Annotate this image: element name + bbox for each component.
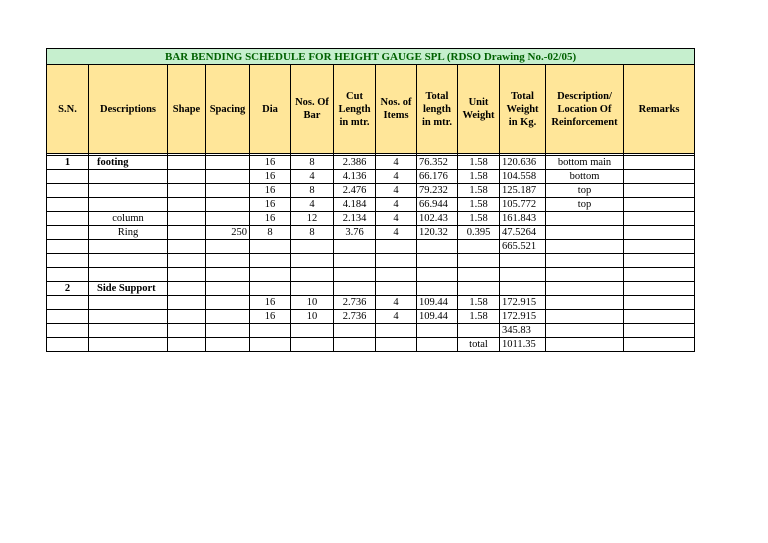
cell-sn[interactable] [47, 296, 89, 310]
cell-total-weight[interactable]: 104.558 [500, 170, 546, 184]
cell-total-length[interactable]: 109.44 [417, 310, 458, 324]
cell-remarks[interactable] [624, 324, 695, 338]
cell-nos-of-items[interactable]: 4 [376, 170, 417, 184]
cell-nos-of-bar[interactable]: 8 [291, 226, 334, 240]
cell-dia[interactable]: 16 [250, 310, 291, 324]
cell-nos-of-bar[interactable]: 8 [291, 184, 334, 198]
cell-total-length[interactable] [417, 282, 458, 296]
cell-remarks[interactable] [624, 310, 695, 324]
cell-spacing[interactable] [206, 338, 250, 352]
cell-unit-weight[interactable] [458, 282, 500, 296]
cell-total-weight[interactable] [500, 282, 546, 296]
cell-nos-of-bar[interactable]: 10 [291, 296, 334, 310]
cell-cut-length[interactable] [334, 282, 376, 296]
table-row [47, 282, 695, 296]
cell-dia[interactable]: 8 [250, 226, 291, 240]
header-row [47, 65, 695, 154]
cell-total-weight[interactable]: 345.83 [500, 324, 546, 338]
cell-dia[interactable] [250, 240, 291, 254]
table-row [47, 226, 695, 240]
header-cut-length[interactable]: Cut Length in mtr. [334, 65, 376, 154]
cell-sn[interactable] [47, 324, 89, 338]
header-nos-of-bar[interactable]: Nos. Of Bar [291, 65, 334, 154]
cell-unit-weight[interactable]: 1.58 [458, 156, 500, 170]
cell-dia[interactable]: 16 [250, 184, 291, 198]
cell-dia[interactable]: 16 [250, 212, 291, 226]
cell-total-length[interactable]: 120.32 [417, 226, 458, 240]
cell-sn[interactable] [47, 226, 89, 240]
cell-cut-length[interactable]: 2.736 [334, 310, 376, 324]
table-row [47, 338, 695, 352]
cell-cut-length[interactable]: 4.136 [334, 170, 376, 184]
cell-cut-length[interactable] [334, 324, 376, 338]
cell-shape[interactable] [168, 254, 206, 268]
table-row [47, 310, 695, 324]
cell-location[interactable] [546, 296, 624, 310]
cell-unit-weight[interactable] [458, 240, 500, 254]
cell-description[interactable] [89, 296, 168, 310]
cell-total-weight[interactable]: 172.915 [500, 296, 546, 310]
cell-description[interactable] [89, 184, 168, 198]
cell-location[interactable] [546, 212, 624, 226]
cell-sn[interactable]: 2 [47, 282, 89, 296]
cell-location[interactable] [546, 282, 624, 296]
table-row [47, 212, 695, 226]
cell-dia[interactable] [250, 268, 291, 282]
cell-nos-of-items[interactable] [376, 338, 417, 352]
cell-dia[interactable] [250, 282, 291, 296]
table-row [47, 324, 695, 338]
cell-dia[interactable] [250, 324, 291, 338]
cell-unit-weight[interactable]: 0.395 [458, 226, 500, 240]
cell-location[interactable] [546, 268, 624, 282]
cell-spacing[interactable] [206, 212, 250, 226]
cell-total-length[interactable] [417, 240, 458, 254]
header-remarks[interactable]: Remarks [624, 65, 695, 154]
cell-remarks[interactable] [624, 226, 695, 240]
cell-sn[interactable] [47, 240, 89, 254]
cell-cut-length[interactable] [334, 254, 376, 268]
cell-unit-weight[interactable]: 1.58 [458, 296, 500, 310]
cell-total-length[interactable]: 66.944 [417, 198, 458, 212]
cell-nos-of-bar[interactable] [291, 282, 334, 296]
table-row [47, 184, 695, 198]
cell-shape[interactable] [168, 198, 206, 212]
header-shape[interactable]: Shape [168, 65, 206, 154]
cell-nos-of-items[interactable] [376, 282, 417, 296]
cell-cut-length[interactable]: 3.76 [334, 226, 376, 240]
cell-cut-length[interactable] [334, 268, 376, 282]
cell-location[interactable]: bottom [546, 170, 624, 184]
cell-remarks[interactable] [624, 268, 695, 282]
cell-nos-of-bar[interactable]: 4 [291, 198, 334, 212]
cell-nos-of-bar[interactable]: 8 [291, 156, 334, 170]
cell-location[interactable]: top [546, 184, 624, 198]
cell-remarks[interactable] [624, 296, 695, 310]
cell-nos-of-items[interactable] [376, 324, 417, 338]
cell-nos-of-items[interactable] [376, 268, 417, 282]
cell-shape[interactable] [168, 296, 206, 310]
cell-total-length[interactable]: 76.352 [417, 156, 458, 170]
header-spacing[interactable]: Spacing [206, 65, 250, 154]
header-nos-of-items[interactable]: Nos. of Items [376, 65, 417, 154]
cell-description[interactable]: Side Support [89, 282, 168, 296]
table-row [47, 268, 695, 282]
header-unit-weight[interactable]: Unit Weight [458, 65, 500, 154]
cell-shape[interactable] [168, 170, 206, 184]
cell-shape[interactable] [168, 282, 206, 296]
cell-nos-of-bar[interactable]: 12 [291, 212, 334, 226]
cell-remarks[interactable] [624, 156, 695, 170]
cell-unit-weight[interactable]: 1.58 [458, 310, 500, 324]
cell-description[interactable] [89, 268, 168, 282]
cell-unit-weight[interactable]: 1.58 [458, 212, 500, 226]
cell-description[interactable] [89, 254, 168, 268]
cell-total-length[interactable]: 66.176 [417, 170, 458, 184]
cell-total-weight[interactable]: 125.187 [500, 184, 546, 198]
header-dia[interactable]: Dia [250, 65, 291, 154]
cell-shape[interactable] [168, 338, 206, 352]
cell-shape[interactable] [168, 184, 206, 198]
cell-spacing[interactable] [206, 198, 250, 212]
cell-nos-of-bar[interactable]: 10 [291, 310, 334, 324]
cell-nos-of-bar[interactable] [291, 324, 334, 338]
cell-total-length[interactable]: 102.43 [417, 212, 458, 226]
cell-remarks[interactable] [624, 170, 695, 184]
cell-sn[interactable] [47, 198, 89, 212]
cell-sn[interactable]: 1 [47, 156, 89, 170]
cell-total-weight[interactable] [500, 268, 546, 282]
cell-nos-of-items[interactable]: 4 [376, 198, 417, 212]
cell-spacing[interactable] [206, 156, 250, 170]
cell-spacing[interactable] [206, 170, 250, 184]
cell-sn[interactable] [47, 310, 89, 324]
cell-sn[interactable] [47, 254, 89, 268]
cell-cut-length[interactable] [334, 338, 376, 352]
cell-sn[interactable] [47, 338, 89, 352]
cell-location[interactable] [546, 226, 624, 240]
cell-cut-length[interactable]: 2.134 [334, 212, 376, 226]
cell-total-length[interactable] [417, 254, 458, 268]
cell-spacing[interactable] [206, 282, 250, 296]
cell-total-length[interactable]: 109.44 [417, 296, 458, 310]
cell-remarks[interactable] [624, 184, 695, 198]
cell-unit-weight[interactable]: 1.58 [458, 170, 500, 184]
cell-total-weight[interactable]: 161.843 [500, 212, 546, 226]
cell-dia[interactable]: 16 [250, 170, 291, 184]
cell-cut-length[interactable] [334, 240, 376, 254]
cell-total-weight[interactable]: 47.5264 [500, 226, 546, 240]
header-total-length[interactable]: Total length in mtr. [417, 65, 458, 154]
cell-sn[interactable] [47, 212, 89, 226]
cell-shape[interactable] [168, 226, 206, 240]
cell-spacing[interactable] [206, 268, 250, 282]
schedule-title[interactable]: BAR BENDING SCHEDULE FOR HEIGHT GAUGE SPL (RDSO Drawing No.-02/05) [47, 49, 695, 65]
cell-cut-length[interactable]: 4.184 [334, 198, 376, 212]
cell-nos-of-items[interactable]: 4 [376, 310, 417, 324]
cell-nos-of-items[interactable] [376, 240, 417, 254]
cell-cut-length[interactable]: 2.476 [334, 184, 376, 198]
cell-unit-weight[interactable] [458, 268, 500, 282]
cell-location[interactable] [546, 254, 624, 268]
cell-location[interactable] [546, 338, 624, 352]
cell-dia[interactable]: 16 [250, 198, 291, 212]
cell-total-length[interactable] [417, 268, 458, 282]
cell-sn[interactable] [47, 184, 89, 198]
table-row [47, 198, 695, 212]
table-row [47, 170, 695, 184]
cell-spacing[interactable] [206, 310, 250, 324]
cell-shape[interactable] [168, 324, 206, 338]
cell-location[interactable] [546, 310, 624, 324]
cell-nos-of-items[interactable]: 4 [376, 212, 417, 226]
cell-remarks[interactable] [624, 282, 695, 296]
cell-spacing[interactable] [206, 240, 250, 254]
cell-nos-of-bar[interactable] [291, 268, 334, 282]
header-sn[interactable]: S.N. [47, 65, 89, 154]
cell-description[interactable]: footing [89, 156, 168, 170]
cell-total-weight[interactable] [500, 254, 546, 268]
cell-description[interactable]: column [89, 212, 168, 226]
cell-nos-of-items[interactable]: 4 [376, 226, 417, 240]
cell-total-weight[interactable]: 105.772 [500, 198, 546, 212]
cell-nos-of-bar[interactable] [291, 338, 334, 352]
table-row [47, 296, 695, 310]
cell-spacing[interactable] [206, 296, 250, 310]
cell-total-length[interactable]: 79.232 [417, 184, 458, 198]
cell-unit-weight[interactable]: 1.58 [458, 184, 500, 198]
cell-cut-length[interactable]: 2.736 [334, 296, 376, 310]
cell-total-weight[interactable]: 1011.35 [500, 338, 546, 352]
table-row [47, 240, 695, 254]
cell-dia[interactable]: 16 [250, 296, 291, 310]
cell-shape[interactable] [168, 156, 206, 170]
cell-location[interactable]: top [546, 198, 624, 212]
cell-total-weight[interactable]: 172.915 [500, 310, 546, 324]
cell-nos-of-items[interactable]: 4 [376, 184, 417, 198]
cell-nos-of-bar[interactable]: 4 [291, 170, 334, 184]
cell-nos-of-items[interactable] [376, 254, 417, 268]
cell-dia[interactable] [250, 338, 291, 352]
cell-remarks[interactable] [624, 338, 695, 352]
cell-description[interactable] [89, 338, 168, 352]
cell-total-weight[interactable]: 120.636 [500, 156, 546, 170]
cell-location[interactable]: bottom main [546, 156, 624, 170]
cell-spacing[interactable] [206, 184, 250, 198]
cell-remarks[interactable] [624, 198, 695, 212]
header-location[interactable]: Description/ Location Of Reinforcement [546, 65, 624, 154]
cell-total-length[interactable] [417, 338, 458, 352]
cell-spacing[interactable] [206, 324, 250, 338]
cell-nos-of-items[interactable]: 4 [376, 156, 417, 170]
cell-location[interactable] [546, 324, 624, 338]
bar-bending-schedule-table [46, 48, 695, 352]
cell-shape[interactable] [168, 212, 206, 226]
cell-shape[interactable] [168, 268, 206, 282]
cell-remarks[interactable] [624, 212, 695, 226]
cell-unit-weight[interactable] [458, 254, 500, 268]
cell-unit-weight[interactable]: total [458, 338, 500, 352]
cell-unit-weight[interactable] [458, 324, 500, 338]
table-row [47, 254, 695, 268]
cell-description[interactable] [89, 198, 168, 212]
cell-description[interactable] [89, 310, 168, 324]
cell-total-length[interactable] [417, 324, 458, 338]
cell-location[interactable] [546, 240, 624, 254]
cell-shape[interactable] [168, 310, 206, 324]
cell-description[interactable] [89, 240, 168, 254]
cell-nos-of-bar[interactable] [291, 254, 334, 268]
cell-sn[interactable] [47, 170, 89, 184]
cell-remarks[interactable] [624, 240, 695, 254]
table-row [47, 156, 695, 170]
cell-dia[interactable]: 16 [250, 156, 291, 170]
cell-shape[interactable] [168, 240, 206, 254]
cell-spacing[interactable]: 250 [206, 226, 250, 240]
cell-sn[interactable] [47, 268, 89, 282]
cell-remarks[interactable] [624, 254, 695, 268]
cell-total-weight[interactable]: 665.521 [500, 240, 546, 254]
cell-nos-of-bar[interactable] [291, 240, 334, 254]
cell-spacing[interactable] [206, 254, 250, 268]
header-descriptions[interactable]: Descriptions [89, 65, 168, 154]
cell-nos-of-items[interactable]: 4 [376, 296, 417, 310]
cell-dia[interactable] [250, 254, 291, 268]
cell-unit-weight[interactable]: 1.58 [458, 198, 500, 212]
cell-description[interactable]: Ring [89, 226, 168, 240]
header-total-weight[interactable]: Total Weight in Kg. [500, 65, 546, 154]
cell-description[interactable] [89, 324, 168, 338]
cell-description[interactable] [89, 170, 168, 184]
cell-cut-length[interactable]: 2.386 [334, 156, 376, 170]
